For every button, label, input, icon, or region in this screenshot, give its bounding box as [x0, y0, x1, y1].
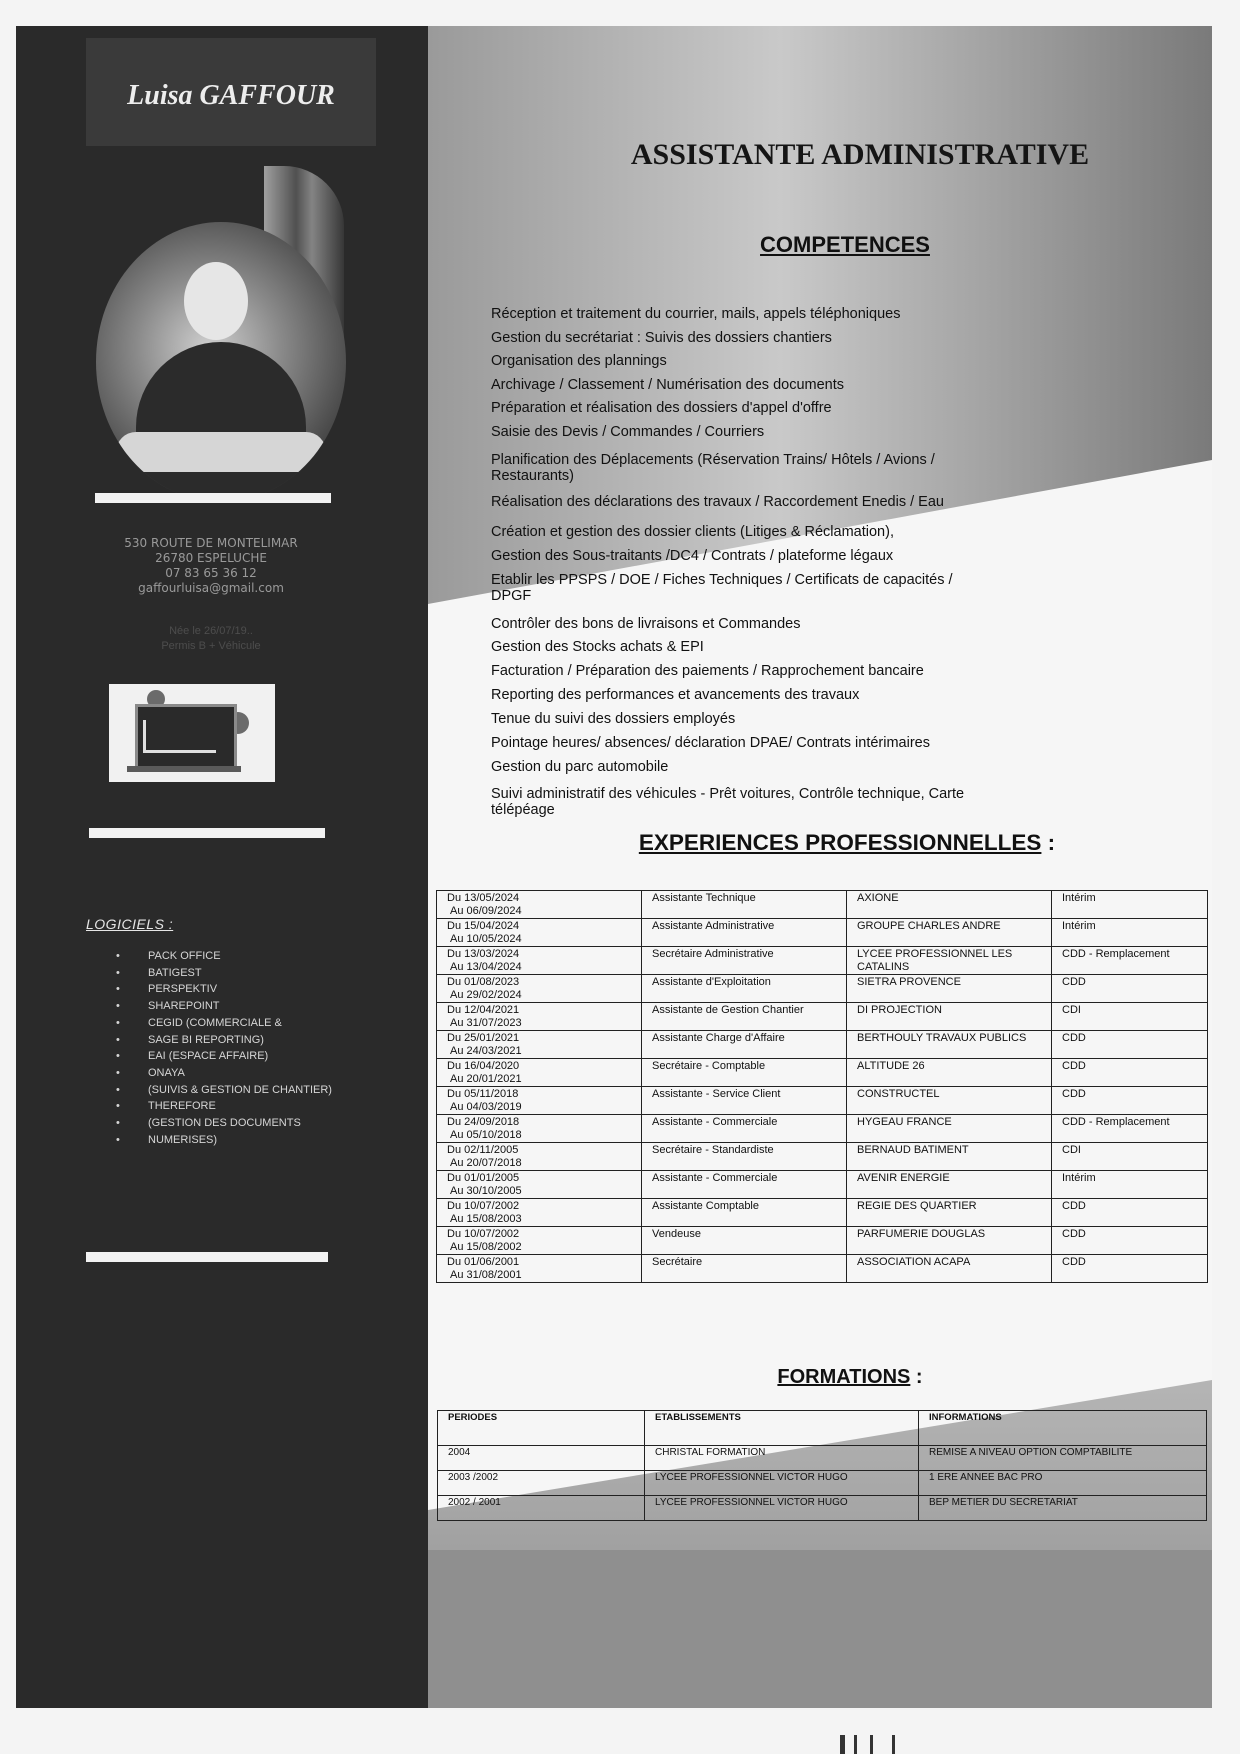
competence-item: Archivage / Classement / Numérisation des documents: [491, 377, 844, 393]
competence-item: Pointage heures/ absences/ déclaration DPAE/ Contrats intérimaires: [491, 735, 930, 751]
software-item: • NUMERISES): [116, 1132, 332, 1149]
formation-row: [438, 1496, 1207, 1521]
experience-row: [437, 1059, 1208, 1087]
competence-item: Organisation des plannings: [491, 353, 667, 369]
formations-col-header: ETABLISSEMENTS: [645, 1411, 919, 1446]
period-from: Du 10/07/2002: [447, 1200, 520, 1212]
experience-period: [437, 1003, 642, 1031]
period-to: Au 13/04/2024: [450, 960, 522, 973]
experience-period: [437, 1227, 642, 1255]
experience-position: Secrétaire Administrative: [642, 947, 847, 975]
competence-item: Suivi administratif des véhicules - Prêt voitures, Contrôle technique, Carte télépéage: [491, 786, 965, 818]
software-item: • CEGID (COMMERCIALE &: [116, 1015, 332, 1032]
experience-position: Assistante - Commerciale: [642, 1171, 847, 1199]
name-box: [86, 38, 376, 146]
experiences-heading-text: EXPERIENCES PROFESSIONNELLES: [638, 830, 1042, 855]
formation-info: 1 ERE ANNEE BAC PRO: [919, 1471, 1207, 1496]
competence-item: Gestion des Stocks achats & EPI: [491, 639, 704, 655]
competence-item: Contrôler des bons de livraisons et Commandes: [491, 616, 801, 632]
experiences-heading-colon: :: [1041, 830, 1056, 855]
experience-company: BERTHOULY TRAVAUX PUBLICS: [847, 1031, 1052, 1059]
experience-period: [437, 1255, 642, 1283]
chart-line-icon: [143, 720, 216, 753]
period-from: Du 01/06/2001: [447, 1256, 520, 1268]
competence-item: Planification des Déplacements (Réservation Trains/ Hôtels / Avions / Restaurants): [491, 452, 935, 484]
period-to: Au 20/01/2021: [450, 1072, 522, 1085]
formations-heading: [428, 1366, 1212, 1389]
period-to: Au 15/08/2002: [450, 1240, 522, 1253]
period-to: Au 04/03/2019: [450, 1100, 522, 1113]
competence-item: Réception et traitement du courrier, mails, appels téléphoniques: [491, 306, 901, 322]
software-item: • SAGE BI REPORTING): [116, 1032, 332, 1049]
experience-row: [437, 1255, 1208, 1283]
contact-block: [16, 536, 406, 596]
software-item: • EAI (ESPACE AFFAIRE): [116, 1048, 332, 1065]
experience-row: [437, 1087, 1208, 1115]
competence-item: Gestion du parc automobile: [491, 759, 669, 775]
experience-period: [437, 891, 642, 919]
formations-table: [437, 1410, 1207, 1521]
formations-header-row: [438, 1411, 1207, 1446]
period-to: Au 31/07/2023: [450, 1016, 522, 1029]
candidate-name: Luisa GAFFOUR: [127, 80, 335, 111]
phone-number: 07 83 65 36 12: [165, 566, 257, 580]
experience-period: [437, 1115, 642, 1143]
faded-line: Permis B + Véhicule: [161, 640, 261, 652]
faded-contact-block: [16, 624, 406, 654]
experience-contract: Intérim: [1052, 891, 1208, 919]
competence-item: Création et gestion des dossier clients (Litiges & Réclamation),: [491, 524, 894, 540]
period-from: Du 12/04/2021: [447, 1004, 520, 1016]
experience-position: Assistante - Commerciale: [642, 1115, 847, 1143]
period-from: Du 02/11/2005: [447, 1144, 519, 1156]
profile-photo: [96, 222, 346, 502]
competence-item: Reporting des performances et avancements des travaux: [491, 687, 860, 703]
software-item: • PERSPEKTIV: [116, 981, 332, 998]
experience-position: Secrétaire - Comptable: [642, 1059, 847, 1087]
experience-contract: CDI: [1052, 1143, 1208, 1171]
experience-row: [437, 1143, 1208, 1171]
experience-row: [437, 919, 1208, 947]
experiences-table: [436, 890, 1208, 1283]
formation-etablissement: LYCEE PROFESSIONNEL VICTOR HUGO: [645, 1496, 919, 1521]
period-to: Au 29/02/2024: [450, 988, 522, 1001]
period-to: Au 31/08/2001: [450, 1268, 522, 1281]
experience-company: ASSOCIATION ACAPA: [847, 1255, 1052, 1283]
formation-etablissement: LYCEE PROFESSIONNEL VICTOR HUGO: [645, 1471, 919, 1496]
period-to: Au 24/03/2021: [450, 1044, 522, 1057]
experience-period: [437, 1059, 642, 1087]
email-address: gaffourluisa@gmail.com: [138, 581, 284, 595]
competence-item: Réalisation des déclarations des travaux / Raccordement Enedis / Eau: [491, 494, 944, 510]
experience-position: Assistante - Service Client: [642, 1087, 847, 1115]
experience-period: [437, 1031, 642, 1059]
experience-position: Assistante Charge d'Affaire: [642, 1031, 847, 1059]
experience-company: LYCEE PROFESSIONNEL LES CATALINS: [847, 947, 1052, 975]
experience-period: [437, 1199, 642, 1227]
period-to: Au 20/07/2018: [450, 1156, 522, 1169]
experience-row: [437, 1115, 1208, 1143]
divider-bar: [95, 493, 331, 503]
software-item: • PACK OFFICE: [116, 948, 332, 965]
experience-company: DI PROJECTION: [847, 1003, 1052, 1031]
experience-contract: CDD - Remplacement: [1052, 1115, 1208, 1143]
period-to: Au 30/10/2005: [450, 1184, 522, 1197]
competence-item: Saisie des Devis / Commandes / Courriers: [491, 424, 765, 440]
formation-etablissement: CHRISTAL FORMATION: [645, 1446, 919, 1471]
experience-contract: CDD: [1052, 1059, 1208, 1087]
experience-contract: CDD - Remplacement: [1052, 947, 1208, 975]
experience-position: Vendeuse: [642, 1227, 847, 1255]
experience-position: Assistante Comptable: [642, 1199, 847, 1227]
experience-period: [437, 1087, 642, 1115]
software-item: • BATIGEST: [116, 965, 332, 982]
formation-row: [438, 1446, 1207, 1471]
formation-periode: 2004: [438, 1446, 645, 1471]
experience-contract: CDD: [1052, 1087, 1208, 1115]
experience-row: [437, 891, 1208, 919]
experiences-heading: [428, 830, 1212, 856]
laptop-base: [127, 766, 241, 772]
photo-figure-head: [184, 262, 248, 340]
experience-company: REGIE DES QUARTIER: [847, 1199, 1052, 1227]
main-content: [428, 26, 1212, 1708]
experience-row: [437, 1031, 1208, 1059]
experience-period: [437, 1171, 642, 1199]
sidebar: [16, 26, 428, 1708]
software-item: • ONAYA: [116, 1065, 332, 1082]
experience-company: HYGEAU FRANCE: [847, 1115, 1052, 1143]
experience-contract: CDD: [1052, 1031, 1208, 1059]
experience-row: [437, 1171, 1208, 1199]
experience-period: [437, 947, 642, 975]
formations-heading-text: FORMATIONS: [777, 1366, 911, 1388]
software-item: • (SUIVIS & GESTION DE CHANTIER): [116, 1082, 332, 1099]
software-item: • (GESTION DES DOCUMENTS: [116, 1115, 332, 1132]
period-to: Au 05/10/2018: [450, 1128, 522, 1141]
experience-period: [437, 1143, 642, 1171]
logiciels-heading: LOGICIELS :: [86, 916, 174, 932]
software-list: [116, 948, 332, 1148]
competence-item: Gestion des Sous-traitants /DC4 / Contrats / plateforme légaux: [491, 548, 894, 564]
software-item: • SHAREPOINT: [116, 998, 332, 1015]
period-to: Au 15/08/2003: [450, 1212, 522, 1225]
experience-company: AVENIR ENERGIE: [847, 1171, 1052, 1199]
experience-contract: CDD: [1052, 1255, 1208, 1283]
experience-row: [437, 947, 1208, 975]
formations-col-header: INFORMATIONS: [919, 1411, 1207, 1446]
formation-periode: 2002 / 2001: [438, 1496, 645, 1521]
software-item: • THEREFORE: [116, 1098, 332, 1115]
competences-heading: COMPETENCES: [760, 232, 930, 257]
period-from: Du 05/11/2018: [447, 1088, 519, 1100]
photo-figure-body: [136, 342, 306, 502]
scan-edge-marks: [840, 1735, 940, 1754]
faded-line: Née le 26/07/19..: [169, 625, 253, 637]
laptop-chart-illustration: [109, 684, 275, 782]
period-from: Du 15/04/2024: [447, 920, 520, 932]
period-from: Du 25/01/2021: [447, 1032, 520, 1044]
formation-periode: 2003 /2002: [438, 1471, 645, 1496]
period-from: Du 10/07/2002: [447, 1228, 520, 1240]
job-title: ASSISTANTE ADMINISTRATIVE: [630, 138, 1090, 171]
period-to: Au 10/05/2024: [450, 932, 522, 945]
experience-row: [437, 1003, 1208, 1031]
competence-item: Tenue du suivi des dossiers employés: [491, 711, 736, 727]
experience-position: Assistante de Gestion Chantier: [642, 1003, 847, 1031]
experience-company: BERNAUD BATIMENT: [847, 1143, 1052, 1171]
experience-company: GROUPE CHARLES ANDRE: [847, 919, 1052, 947]
experience-position: Secrétaire: [642, 1255, 847, 1283]
experience-period: [437, 975, 642, 1003]
period-from: Du 16/04/2020: [447, 1060, 520, 1072]
period-from: Du 01/01/2005: [447, 1172, 520, 1184]
experience-company: CONSTRUCTEL: [847, 1087, 1052, 1115]
experience-position: Assistante Technique: [642, 891, 847, 919]
photo-figure-arms: [116, 432, 326, 472]
experience-position: Assistante Administrative: [642, 919, 847, 947]
period-from: Du 01/08/2023: [447, 976, 520, 988]
experience-position: Assistante d'Exploitation: [642, 975, 847, 1003]
experience-contract: CDD: [1052, 1199, 1208, 1227]
period-from: Du 24/09/2018: [447, 1116, 520, 1128]
experience-contract: Intérim: [1052, 1171, 1208, 1199]
formation-info: BEP METIER DU SECRETARIAT: [919, 1496, 1207, 1521]
formations-heading-colon: :: [910, 1366, 923, 1388]
formations-col-header: PERIODES: [438, 1411, 645, 1446]
address-line-1: 530 ROUTE DE MONTELIMAR: [124, 536, 298, 550]
competence-item: Préparation et réalisation des dossiers d'appel d'offre: [491, 400, 832, 416]
period-from: Du 13/03/2024: [447, 948, 520, 960]
experience-company: SIETRA PROVENCE: [847, 975, 1052, 1003]
experience-company: PARFUMERIE DOUGLAS: [847, 1227, 1052, 1255]
competence-item: Etablir les PPSPS / DOE / Fiches Techniques / Certificats de capacités / DPGF: [491, 572, 953, 604]
competence-item: Gestion du secrétariat : Suivis des dossiers chantiers: [491, 330, 832, 346]
period-from: Du 13/05/2024: [447, 892, 520, 904]
divider-bar: [86, 1252, 328, 1262]
experience-period: [437, 919, 642, 947]
experience-contract: Intérim: [1052, 919, 1208, 947]
formation-info: REMISE A NIVEAU OPTION COMPTABILITE: [919, 1446, 1207, 1471]
competence-item: Facturation / Préparation des paiements / Rapprochement bancaire: [491, 663, 924, 679]
formation-row: [438, 1471, 1207, 1496]
experience-company: ALTITUDE 26: [847, 1059, 1052, 1087]
experience-contract: CDD: [1052, 975, 1208, 1003]
experience-row: [437, 975, 1208, 1003]
divider-bar: [89, 828, 325, 838]
experience-company: AXIONE: [847, 891, 1052, 919]
experience-position: Secrétaire - Standardiste: [642, 1143, 847, 1171]
experience-contract: CDD: [1052, 1227, 1208, 1255]
period-to: Au 06/09/2024: [450, 904, 522, 917]
experience-row: [437, 1227, 1208, 1255]
experience-row: [437, 1199, 1208, 1227]
experience-contract: CDI: [1052, 1003, 1208, 1031]
address-line-2: 26780 ESPELUCHE: [155, 551, 267, 565]
